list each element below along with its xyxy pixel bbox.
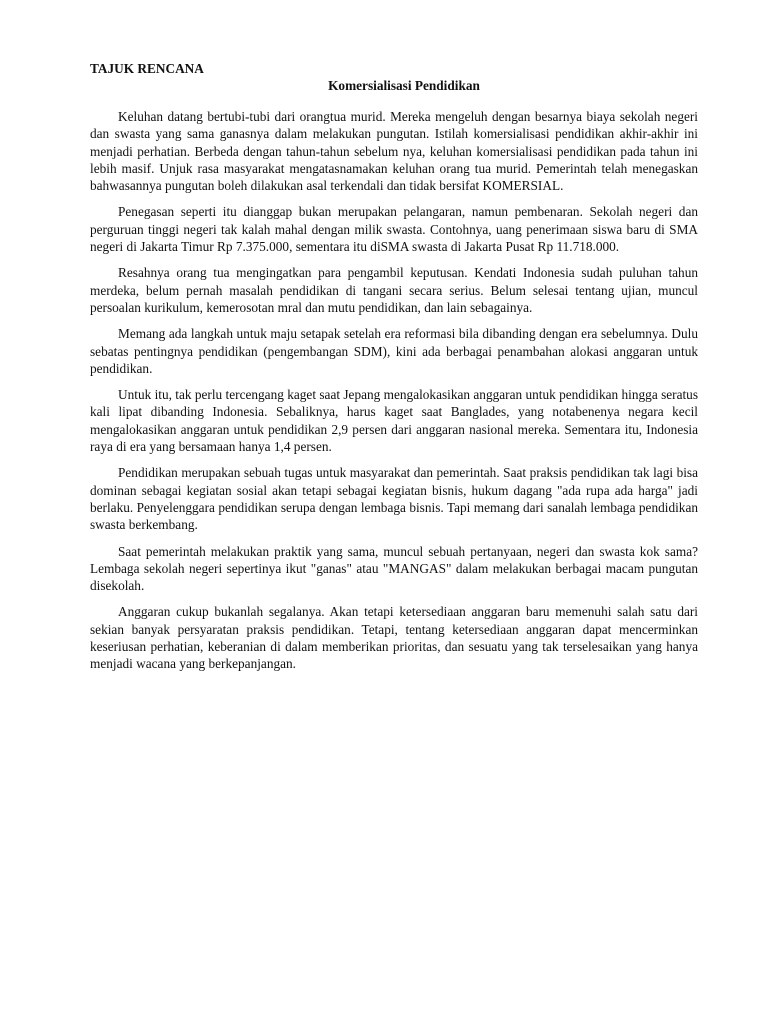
paragraph-3: Resahnya orang tua mengingatkan para pengambil keputusan. Kendati Indonesia sudah puluhan tahun merdeka, belum pernah masalah pendidikan di tangani secara serius. Belum selesai tentang ujian, muncul persoalan kurikulum, kemerosotan mral dan mutu pendidikan, dan lain sebagainya. (90, 265, 698, 315)
section-heading: TAJUK RENCANA (90, 61, 204, 76)
paragraph-6: Pendidikan merupakan sebuah tugas untuk masyarakat dan pemerintah. Saat praksis pendidikan tak lagi bisa dominan sebagai kegiatan sosial akan tetapi sebagai kegiatan bisnis, hukum dagang "ada rupa ada harga" jadi berlaku. Penyelenggara pendidikan serupa dengan lembaga bisnis. Tapi memang dari sanalah lembaga pendidikan swasta berkembang. (90, 465, 698, 533)
paragraph-2: Penegasan seperti itu dianggap bukan merupakan pelangaran, namun pembenaran. Sekolah negeri dan perguruan tinggi negeri tak kalah mahal dengan milik swasta. Contohnya, uang penerimaan siswa baru di SMA negeri di Jakarta Timur Rp 7.375.000, sementara itu diSMA swasta di Jakarta Pusat Rp 11.718.000. (90, 204, 698, 255)
paragraph-1: Keluhan datang bertubi-tubi dari orangtua murid. Mereka mengeluh dengan besarnya biaya sekolah negeri dan swasta yang sama ganasnya dalam melakukan pungutan. Istilah komersialisasi pendidikan akhir-akhir ini menjadi perhatian. Berbeda dengan tahun-tahun sebelum nya, keluhan komersialisasi pendidikan pada tahun ini lebih masif. Unjuk rasa masyarakat mengatasnamakan keluhan orang tua murid. Pemerintah telah menegaskan bahwasannya pungutan boleh dilakukan asal terkendali dan tidak bersifat KOMERSIAL. (90, 109, 698, 194)
document-page (90, 60, 698, 682)
article-title: Komersialisasi Pendidikan (328, 78, 480, 93)
paragraph-7: Saat pemerintah melakukan praktik yang sama, muncul sebuah pertanyaan, negeri dan swasta kok sama? Lembaga sekolah negeri sepertinya ikut "ganas" atau "MANGAS" dalam melakukan berbagai macam pungutan disekolah. (90, 543, 698, 594)
paragraph-4: Memang ada langkah untuk maju setapak setelah era reformasi bila dibanding dengan era sebelumnya. Dulu sebatas pentingnya pendidikan (pengembangan SDM), kini ada berbagai penambahan alokasi anggaran untuk pendidikan. (90, 326, 698, 376)
paragraph-8: Anggaran cukup bukanlah segalanya. Akan tetapi ketersediaan anggaran baru memenuhi salah satu dari sekian banyak persyaratan praksis pendidikan. Tetapi, tentang ketersediaan anggaran dapat mencerminkan keseriusan perhatian, keberanian di dalam memberikan prioritas, dan sesuatu yang tak terselesaikan yang hanya menjadi wacana yang berkepanjangan. (90, 604, 698, 672)
paragraph-5: Untuk itu, tak perlu tercengang kaget saat Jepang mengalokasikan anggaran untuk pendidikan hingga seratus kali lipat dibanding Indonesia. Sebaliknya, harus kaget saat Banglades, yang notabenenya negara kecil mengalokasikan anggaran untuk pendidikan 2,9 persen dari anggaran nasional mereka. Sementara itu, Indonesia raya di era yang bersamaan hanya 1,4 persen. (90, 387, 698, 455)
